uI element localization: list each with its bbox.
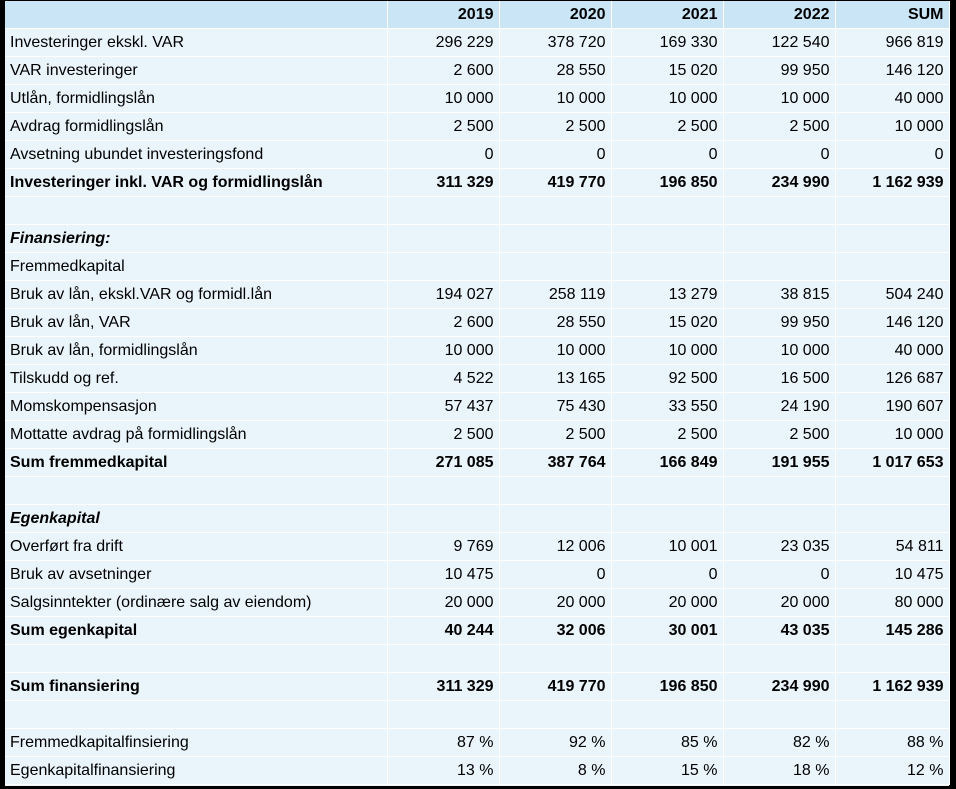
row-label: Momskompensasjon (5, 393, 387, 421)
row-value-cell: 196 850 (611, 169, 723, 197)
row-value-cell: 234 990 (723, 673, 835, 701)
row-value-cell: 15 020 (611, 57, 723, 85)
row-label: Bruk av avsetninger (5, 561, 387, 589)
row-label: VAR investeringer (5, 57, 387, 85)
row-value-cell: 2 600 (387, 57, 499, 85)
row-value-cell (835, 477, 949, 505)
row-value-cell: 10 000 (723, 337, 835, 365)
row-label: Finansiering: (5, 225, 387, 253)
row-value-cell: 13 279 (611, 281, 723, 309)
row-value-cell (387, 701, 499, 729)
table-row (5, 281, 949, 309)
table-row (5, 113, 949, 141)
row-label: Utlån, formidlingslån (5, 85, 387, 113)
row-label: Tilskudd og ref. (5, 365, 387, 393)
row-label: Avsetning ubundet investeringsfond (5, 141, 387, 169)
row-value-cell (835, 225, 949, 253)
table-body (5, 29, 949, 785)
row-value-cell: 194 027 (387, 281, 499, 309)
table-row (5, 393, 949, 421)
row-value-cell (387, 225, 499, 253)
row-value-cell: 32 006 (499, 617, 611, 645)
row-value-cell: 2 500 (611, 421, 723, 449)
row-value-cell: 92 500 (611, 365, 723, 393)
row-value-cell: 0 (723, 561, 835, 589)
row-value-cell: 8 % (499, 757, 611, 785)
row-value-cell (611, 505, 723, 533)
table-row (5, 757, 949, 785)
row-value-cell: 40 244 (387, 617, 499, 645)
row-label: Fremmedkapital (5, 253, 387, 281)
row-value-cell: 146 120 (835, 309, 949, 337)
row-value-cell: 271 085 (387, 449, 499, 477)
row-value-cell: 169 330 (611, 29, 723, 57)
row-value-cell (835, 645, 949, 673)
row-value-cell: 28 550 (499, 57, 611, 85)
row-value-cell: 419 770 (499, 673, 611, 701)
row-value-cell: 54 811 (835, 533, 949, 561)
row-value-cell: 146 120 (835, 57, 949, 85)
row-value-cell: 15 % (611, 757, 723, 785)
row-value-cell (723, 701, 835, 729)
header-year-2020: 2020 (499, 1, 611, 29)
row-value-cell: 2 500 (611, 113, 723, 141)
row-value-cell: 2 500 (723, 421, 835, 449)
row-value-cell (835, 253, 949, 281)
row-value-cell (723, 225, 835, 253)
row-value-cell: 75 430 (499, 393, 611, 421)
row-value-cell: 23 035 (723, 533, 835, 561)
row-value-cell: 234 990 (723, 169, 835, 197)
row-value-cell (387, 197, 499, 225)
table-row (5, 197, 949, 225)
row-label: Bruk av lån, VAR (5, 309, 387, 337)
row-value-cell: 16 500 (723, 365, 835, 393)
row-value-cell: 2 500 (723, 113, 835, 141)
table-row (5, 589, 949, 617)
table-row (5, 701, 949, 729)
row-value-cell: 166 849 (611, 449, 723, 477)
table-row (5, 729, 949, 757)
row-value-cell: 1 162 939 (835, 673, 949, 701)
table-row (5, 561, 949, 589)
financing-table (5, 1, 950, 785)
row-value-cell: 190 607 (835, 393, 949, 421)
row-value-cell: 296 229 (387, 29, 499, 57)
row-value-cell: 99 950 (723, 309, 835, 337)
row-value-cell (499, 477, 611, 505)
table-row (5, 85, 949, 113)
table-row (5, 505, 949, 533)
row-value-cell: 10 000 (723, 85, 835, 113)
row-value-cell: 99 950 (723, 57, 835, 85)
row-value-cell (499, 505, 611, 533)
row-label: Egenkapital (5, 505, 387, 533)
row-value-cell (723, 253, 835, 281)
header-label-cell (5, 1, 387, 29)
row-value-cell: 15 020 (611, 309, 723, 337)
table-row (5, 253, 949, 281)
row-label: Avdrag formidlingslån (5, 113, 387, 141)
row-value-cell (611, 197, 723, 225)
row-value-cell (499, 197, 611, 225)
row-value-cell (499, 225, 611, 253)
row-value-cell: 10 000 (835, 113, 949, 141)
row-value-cell (387, 253, 499, 281)
table-row (5, 449, 949, 477)
row-label: Sum finansiering (5, 673, 387, 701)
row-value-cell (611, 253, 723, 281)
row-value-cell: 2 500 (387, 421, 499, 449)
row-value-cell: 419 770 (499, 169, 611, 197)
row-value-cell: 378 720 (499, 29, 611, 57)
row-label: Sum egenkapital (5, 617, 387, 645)
row-value-cell: 10 001 (611, 533, 723, 561)
row-value-cell: 87 % (387, 729, 499, 757)
table-row (5, 337, 949, 365)
row-value-cell: 387 764 (499, 449, 611, 477)
row-value-cell (835, 197, 949, 225)
row-value-cell: 966 819 (835, 29, 949, 57)
row-value-cell: 4 522 (387, 365, 499, 393)
row-value-cell: 80 000 (835, 589, 949, 617)
row-value-cell: 0 (611, 561, 723, 589)
table-row (5, 169, 949, 197)
row-value-cell: 10 000 (611, 337, 723, 365)
row-value-cell (611, 701, 723, 729)
row-value-cell: 30 001 (611, 617, 723, 645)
table-row (5, 29, 949, 57)
row-value-cell (387, 645, 499, 673)
row-label: Bruk av lån, formidlingslån (5, 337, 387, 365)
table-row (5, 533, 949, 561)
table-row (5, 141, 949, 169)
row-value-cell: 311 329 (387, 673, 499, 701)
row-value-cell: 82 % (723, 729, 835, 757)
row-value-cell: 10 000 (499, 85, 611, 113)
row-value-cell: 12 006 (499, 533, 611, 561)
table-row (5, 421, 949, 449)
row-value-cell: 33 550 (611, 393, 723, 421)
row-value-cell: 13 % (387, 757, 499, 785)
header-year-2021: 2021 (611, 1, 723, 29)
row-value-cell: 43 035 (723, 617, 835, 645)
row-value-cell: 10 000 (499, 337, 611, 365)
row-value-cell: 145 286 (835, 617, 949, 645)
row-value-cell: 1 162 939 (835, 169, 949, 197)
row-value-cell: 9 769 (387, 533, 499, 561)
table-header-row (5, 1, 949, 29)
row-value-cell (611, 477, 723, 505)
row-value-cell (499, 701, 611, 729)
row-value-cell (611, 225, 723, 253)
row-label (5, 701, 387, 729)
table-row (5, 225, 949, 253)
table-row (5, 57, 949, 85)
row-value-cell: 13 165 (499, 365, 611, 393)
row-value-cell (723, 477, 835, 505)
financing-table-frame (5, 1, 949, 786)
table-row (5, 617, 949, 645)
table-row (5, 309, 949, 337)
row-value-cell: 92 % (499, 729, 611, 757)
row-value-cell (835, 701, 949, 729)
row-label: Overført fra drift (5, 533, 387, 561)
row-value-cell: 2 500 (499, 421, 611, 449)
row-value-cell: 24 190 (723, 393, 835, 421)
row-value-cell: 20 000 (387, 589, 499, 617)
row-value-cell: 10 475 (387, 561, 499, 589)
row-value-cell: 122 540 (723, 29, 835, 57)
row-value-cell: 12 % (835, 757, 949, 785)
row-value-cell: 10 475 (835, 561, 949, 589)
row-value-cell: 0 (499, 141, 611, 169)
row-label: Egenkapitalfinansiering (5, 757, 387, 785)
row-value-cell: 40 000 (835, 85, 949, 113)
row-label (5, 645, 387, 673)
row-label (5, 477, 387, 505)
row-value-cell (499, 645, 611, 673)
table-row (5, 673, 949, 701)
row-value-cell: 2 600 (387, 309, 499, 337)
table-row (5, 365, 949, 393)
row-value-cell: 38 815 (723, 281, 835, 309)
row-value-cell: 126 687 (835, 365, 949, 393)
row-value-cell: 0 (387, 141, 499, 169)
row-value-cell: 85 % (611, 729, 723, 757)
row-value-cell: 196 850 (611, 673, 723, 701)
row-value-cell: 10 000 (611, 85, 723, 113)
row-label: Investeringer ekskl. VAR (5, 29, 387, 57)
row-value-cell: 0 (499, 561, 611, 589)
row-value-cell (835, 505, 949, 533)
row-value-cell: 88 % (835, 729, 949, 757)
row-value-cell: 311 329 (387, 169, 499, 197)
row-value-cell: 10 000 (835, 421, 949, 449)
header-year-2022: 2022 (723, 1, 835, 29)
header-year-2019: 2019 (387, 1, 499, 29)
row-value-cell: 40 000 (835, 337, 949, 365)
row-value-cell: 10 000 (387, 337, 499, 365)
row-value-cell (723, 645, 835, 673)
row-value-cell: 20 000 (499, 589, 611, 617)
row-value-cell (723, 197, 835, 225)
row-value-cell: 28 550 (499, 309, 611, 337)
row-value-cell: 2 500 (387, 113, 499, 141)
row-label: Bruk av lån, ekskl.VAR og formidl.lån (5, 281, 387, 309)
row-value-cell (387, 477, 499, 505)
row-label: Fremmedkapitalfinsiering (5, 729, 387, 757)
header-sum: SUM (835, 1, 949, 29)
row-value-cell: 504 240 (835, 281, 949, 309)
row-value-cell: 1 017 653 (835, 449, 949, 477)
row-value-cell: 57 437 (387, 393, 499, 421)
row-value-cell: 20 000 (723, 589, 835, 617)
row-label: Salgsinntekter (ordinære salg av eiendom) (5, 589, 387, 617)
row-value-cell: 10 000 (387, 85, 499, 113)
table-row (5, 645, 949, 673)
row-value-cell (499, 253, 611, 281)
row-value-cell: 191 955 (723, 449, 835, 477)
table-row (5, 477, 949, 505)
row-label (5, 197, 387, 225)
row-value-cell (611, 645, 723, 673)
row-value-cell: 18 % (723, 757, 835, 785)
row-label: Mottatte avdrag på formidlingslån (5, 421, 387, 449)
row-value-cell: 20 000 (611, 589, 723, 617)
row-value-cell (723, 505, 835, 533)
row-value-cell: 0 (611, 141, 723, 169)
row-value-cell (387, 505, 499, 533)
row-label: Sum fremmedkapital (5, 449, 387, 477)
row-label: Investeringer inkl. VAR og formidlingslån (5, 169, 387, 197)
row-value-cell: 2 500 (499, 113, 611, 141)
row-value-cell: 0 (835, 141, 949, 169)
row-value-cell: 0 (723, 141, 835, 169)
row-value-cell: 258 119 (499, 281, 611, 309)
